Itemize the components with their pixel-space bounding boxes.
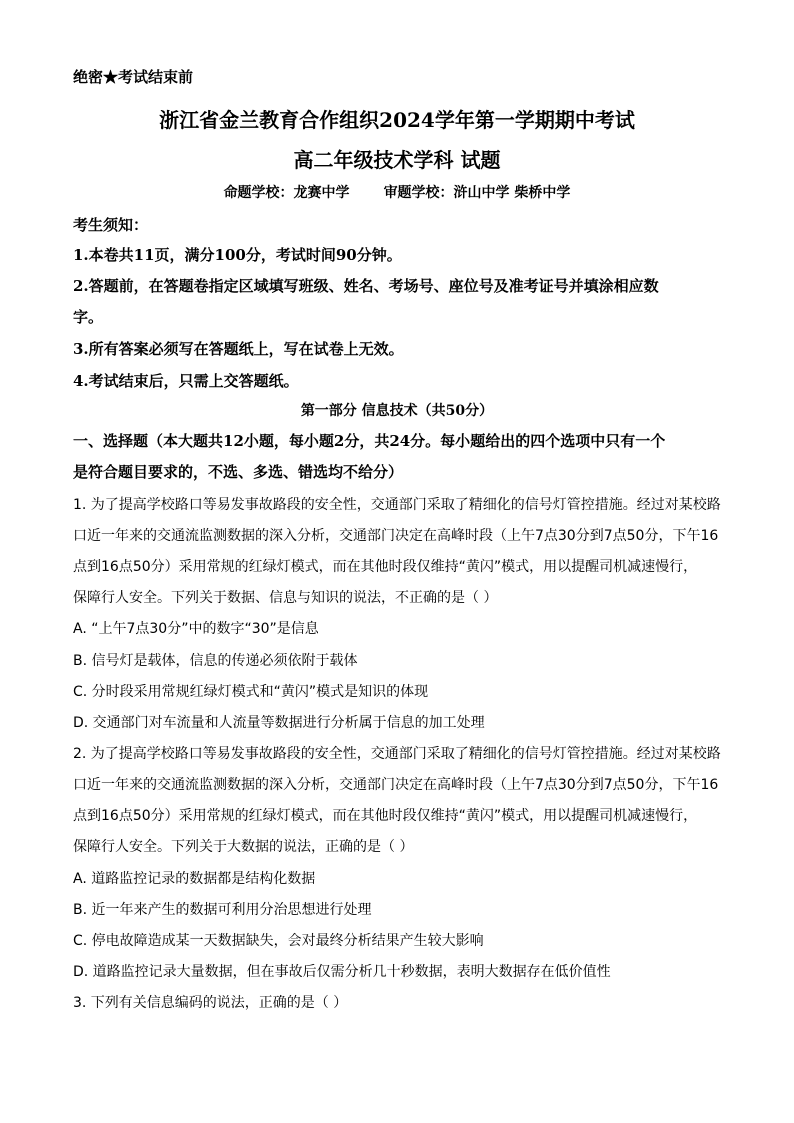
question-2-stem: 2. 为了提高学校路口等易发事故路段的安全性，交通部门采取了精细化的信号灯管控措施。经过对某校路 — [73, 746, 721, 762]
exam-title: 浙江省金兰教育合作组织2024学年第一学期期中考试 — [159, 108, 635, 132]
question-2-option-c: C. 停电故障造成某一天数据缺失，会对最终分析结果产生较大影响 — [73, 933, 484, 949]
question-1-option-d: D. 交通部门对车流量和人流量等数据进行分析属于信息的加工处理 — [73, 715, 485, 731]
reviewer-school: 审题学校：浒山中学 柴桥中学 — [383, 185, 571, 201]
section-heading: 一、选择题（本大题共12小题，每小题2分，共24分。每小题给出的四个选项中只有一个 — [73, 432, 666, 450]
question-1-stem: 1. 为了提高学校路口等易发事故路段的安全性，交通部门采取了精细化的信号灯管控措施。经过对某校路 — [73, 497, 721, 513]
section-heading: 是符合题目要求的，不选、多选、错选均不给分） — [73, 463, 404, 481]
question-1-stem: 口近一年来的交通流监测数据的深入分析，交通部门决定在高峰时段（上午7点30分到7点50分，下午16 — [73, 528, 719, 544]
notice-item: 2.答题前，在答题卷指定区域填写班级、姓名、考场号、座位号及准考证号并填涂相应数 — [73, 277, 659, 295]
question-3-stem: 3. 下列有关信息编码的说法，正确的是（ ） — [73, 995, 348, 1011]
notice-item: 4.考试结束后，只需上交答题纸。 — [73, 372, 299, 390]
notice-item: 3.所有答案必须写在答题纸上，写在试卷上无效。 — [73, 340, 404, 358]
exam-subtitle: 高二年级技术学科 试题 — [293, 148, 501, 172]
question-2-option-d: D. 道路监控记录大量数据，但在事故后仅需分析几十秒数据，表明大数据存在低价值性 — [73, 964, 611, 980]
notice-item: 字。 — [73, 308, 104, 326]
question-2-stem: 口近一年来的交通流监测数据的深入分析，交通部门决定在高峰时段（上午7点30分到7点50分，下午16 — [73, 777, 719, 793]
question-1-option-c: C. 分时段采用常规红绿灯模式和“黄闪”模式是知识的体现 — [73, 684, 429, 700]
question-1-option-a: A. “上午7点30分”中的数字“30”是信息 — [73, 621, 319, 637]
secret-mark: 绝密★考试结束前 — [73, 68, 194, 86]
notice-heading: 考生须知： — [73, 216, 149, 234]
setter-school: 命题学校：龙赛中学 — [223, 185, 350, 201]
question-2-stem: 点到16点50分）采用常规的红绿灯模式，而在其他时段仅维持“黄闪”模式，用以提醒司机减速慢行， — [73, 808, 698, 824]
question-2-option-b: B. 近一年来产生的数据可利用分治思想进行处理 — [73, 902, 372, 918]
part-heading: 第一部分 信息技术（共50分） — [300, 403, 494, 419]
question-1-stem: 点到16点50分）采用常规的红绿灯模式，而在其他时段仅维持“黄闪”模式，用以提醒司机减速慢行， — [73, 559, 698, 575]
question-1-option-b: B. 信号灯是载体，信息的传递必须依附于载体 — [73, 653, 358, 669]
question-2-stem: 保障行人安全。下列关于大数据的说法，正确的是（ ） — [73, 839, 414, 855]
question-2-option-a: A. 道路监控记录的数据都是结构化数据 — [73, 871, 316, 887]
school-credits — [0, 182, 794, 202]
question-1-stem: 保障行人安全。下列关于数据、信息与知识的说法，不正确的是（ ） — [73, 590, 498, 606]
notice-item: 1.本卷共11页，满分100分，考试时间90分钟。 — [73, 246, 402, 264]
